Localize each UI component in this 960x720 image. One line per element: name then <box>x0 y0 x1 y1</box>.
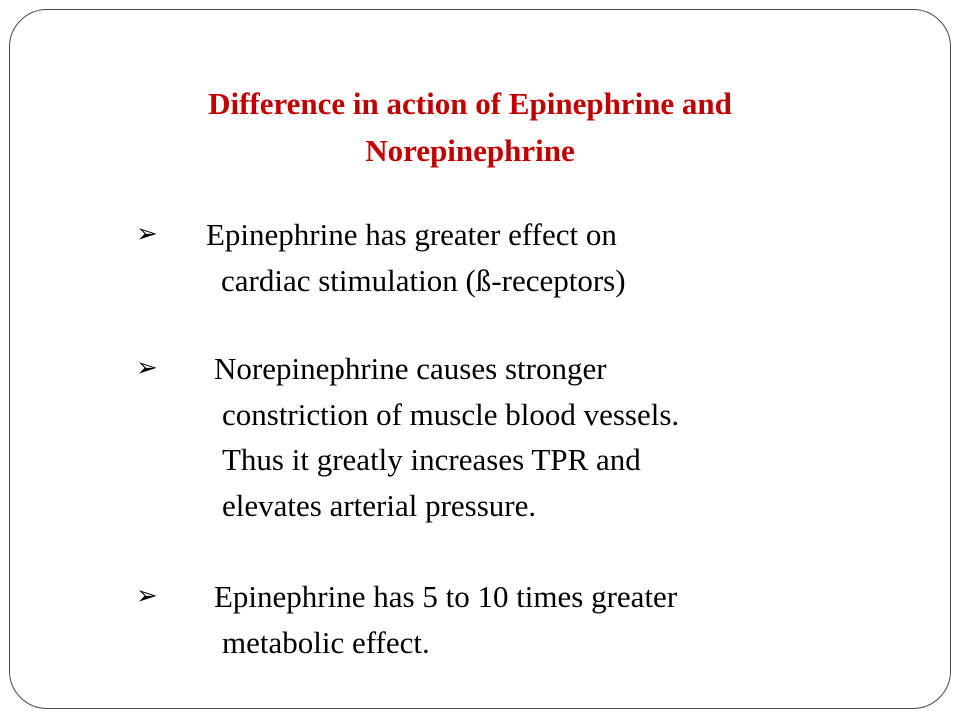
bullet-text-line: elevates arterial pressure. <box>222 487 537 523</box>
bullet-text-line: Norepinephrine causes stronger <box>214 351 607 386</box>
title-line-2: Norepinephrine <box>365 133 575 168</box>
bullet-text-line: cardiac stimulation (ß-receptors) <box>221 262 626 298</box>
bullet-text-line: Epinephrine has 5 to 10 times greater <box>214 579 678 614</box>
bullet-text-line: constriction of muscle blood vessels. <box>222 396 680 432</box>
arrow-bullet-icon: ➢ <box>136 581 158 611</box>
bullet-epinephrine-metabolic <box>136 574 677 665</box>
arrow-bullet-icon: ➢ <box>136 219 158 249</box>
arrow-bullet-icon: ➢ <box>136 353 158 383</box>
bullet-norepinephrine-constriction <box>136 346 679 528</box>
bullet-text-line: Thus it greatly increases TPR and <box>222 442 641 477</box>
title-line-1: Difference in action of Epinephrine and <box>208 86 732 121</box>
slide-title <box>90 80 850 174</box>
bullet-epinephrine-cardiac <box>136 212 626 303</box>
bullet-text-line: Epinephrine has greater effect on <box>206 217 617 252</box>
bullet-text-line: metabolic effect. <box>222 624 430 660</box>
